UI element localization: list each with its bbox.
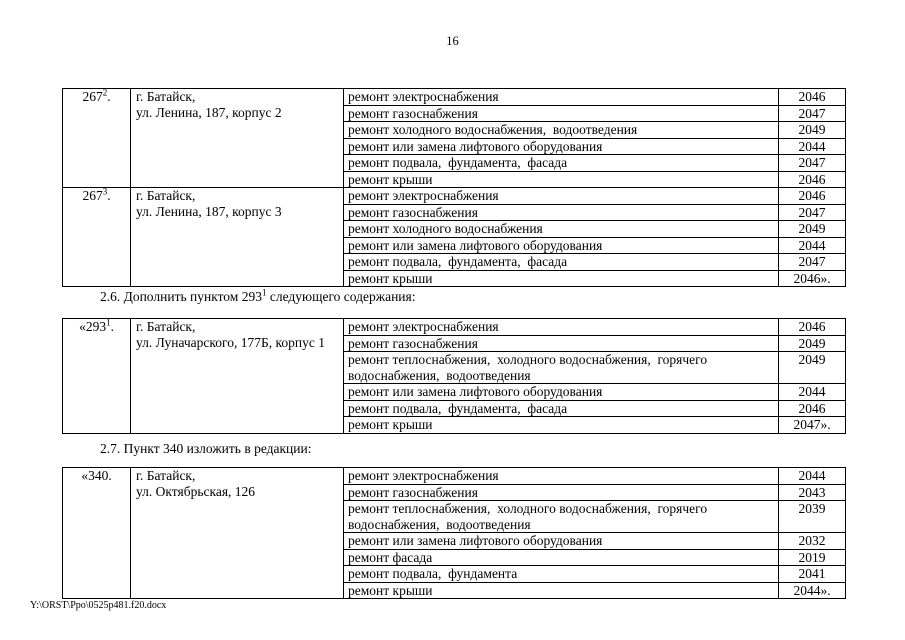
superscript: 1 — [106, 317, 111, 328]
page-number: 16 — [446, 34, 459, 48]
work-cell: ремонт холодного водоснабжения, водоотведения — [344, 122, 779, 139]
item-number-suffix: . — [107, 188, 111, 203]
year-cell: 2047 — [779, 155, 846, 172]
year-cell: 2046 — [779, 319, 846, 336]
year-cell: 2044 — [779, 384, 846, 401]
paragraph-text: 2.6. Дополнить пунктом 293 — [100, 289, 262, 304]
address-cell — [131, 468, 344, 599]
year-cell: 2047 — [779, 204, 846, 221]
table-row — [63, 188, 846, 205]
address-line: г. Батайск, — [136, 89, 196, 104]
item-number: 267 — [82, 188, 103, 203]
work-cell: ремонт теплоснабжения, холодного водоснабжения, горячего водоснабжения, водоотведения — [344, 501, 779, 533]
year-cell: 2032 — [779, 533, 846, 550]
item-number-cell — [63, 188, 131, 287]
item-number-cell — [63, 468, 131, 599]
year-cell: 2044 — [779, 237, 846, 254]
address-line: г. Батайск, — [136, 319, 196, 334]
table-row — [63, 319, 846, 336]
year-cell: 2049 — [779, 352, 846, 384]
work-cell: ремонт подвала, фундамента, фасада — [344, 155, 779, 172]
work-cell: ремонт подвала, фундамента, фасада — [344, 254, 779, 271]
year-cell: 2039 — [779, 501, 846, 533]
work-cell: ремонт газоснабжения — [344, 335, 779, 352]
superscript: 1 — [261, 287, 267, 298]
work-cell: ремонт или замена лифтового оборудования — [344, 138, 779, 155]
address-line: г. Батайск, — [136, 188, 196, 203]
work-cell: ремонт крыши — [344, 417, 779, 434]
year-cell: 2047». — [779, 417, 846, 434]
year-cell: 2049 — [779, 122, 846, 139]
file-path-footer: Y:\ORST\Ppo\0525p481.f20.docx — [30, 600, 167, 611]
year-cell: 2049 — [779, 221, 846, 238]
work-cell: ремонт газоснабжения — [344, 204, 779, 221]
repairs-table-340 — [62, 467, 846, 599]
work-cell: ремонт крыши — [344, 171, 779, 188]
year-cell: 2049 — [779, 335, 846, 352]
superscript: 2 — [102, 87, 108, 98]
work-cell: ремонт газоснабжения — [344, 105, 779, 122]
work-cell: ремонт холодного водоснабжения — [344, 221, 779, 238]
year-cell: 2047 — [779, 254, 846, 271]
work-cell: ремонт фасада — [344, 549, 779, 566]
table-row — [63, 468, 846, 485]
paragraph-2-7 — [100, 441, 311, 457]
year-cell: 2046 — [779, 171, 846, 188]
work-cell: ремонт подвала, фундамента, фасада — [344, 400, 779, 417]
repairs-table-293 — [62, 318, 846, 434]
work-cell: ремонт или замена лифтового оборудования — [344, 237, 779, 254]
item-number-cell — [63, 89, 131, 188]
table-row — [63, 89, 846, 106]
year-cell: 2043 — [779, 484, 846, 501]
item-number: «293 — [79, 319, 107, 334]
year-cell: 2041 — [779, 566, 846, 583]
address-line: ул. Ленина, 187, корпус 3 — [136, 203, 282, 219]
address-line: ул. Октябрьская, 126 — [136, 483, 256, 499]
work-cell: ремонт или замена лифтового оборудования — [344, 533, 779, 550]
address-line: ул. Ленина, 187, корпус 2 — [136, 104, 282, 120]
address-cell — [131, 188, 344, 287]
work-cell: ремонт электроснабжения — [344, 188, 779, 205]
year-cell: 2046 — [779, 89, 846, 106]
work-cell: ремонт крыши — [344, 582, 779, 599]
item-number-suffix: . — [110, 319, 114, 334]
work-cell: ремонт газоснабжения — [344, 484, 779, 501]
year-cell: 2044 — [779, 138, 846, 155]
work-cell: ремонт или замена лифтового оборудования — [344, 384, 779, 401]
work-cell: ремонт электроснабжения — [344, 319, 779, 336]
year-cell: 2046». — [779, 270, 846, 287]
address-cell — [131, 89, 344, 188]
address-line: г. Батайск, — [136, 468, 196, 483]
year-cell: 2046 — [779, 188, 846, 205]
paragraph-text: следующего содержания: — [266, 289, 416, 304]
year-cell: 2044 — [779, 468, 846, 485]
address-cell — [131, 319, 344, 434]
year-cell: 2047 — [779, 105, 846, 122]
item-number: «340. — [81, 468, 112, 483]
item-number-cell — [63, 319, 131, 434]
paragraph-text: 2.7. Пункт 340 изложить в редакции: — [100, 441, 312, 456]
work-cell: ремонт подвала, фундамента — [344, 566, 779, 583]
repairs-table-267 — [62, 88, 846, 287]
address-line: ул. Луначарского, 177Б, корпус 1 — [136, 334, 325, 350]
year-cell: 2044». — [779, 582, 846, 599]
work-cell: ремонт крыши — [344, 270, 779, 287]
work-cell: ремонт электроснабжения — [344, 89, 779, 106]
item-number: 267 — [82, 89, 103, 104]
paragraph-2-6 — [100, 289, 416, 305]
year-cell: 2046 — [779, 400, 846, 417]
superscript: 3 — [102, 186, 108, 197]
year-cell: 2019 — [779, 549, 846, 566]
work-cell: ремонт электроснабжения — [344, 468, 779, 485]
work-cell: ремонт теплоснабжения, холодного водоснабжения, горячего водоснабжения, водоотведения — [344, 352, 779, 384]
item-number-suffix: . — [107, 89, 111, 104]
